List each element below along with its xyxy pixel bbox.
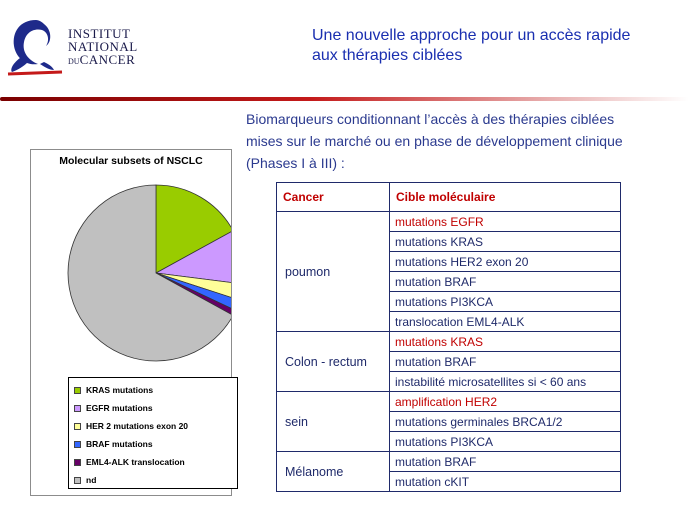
legend-swatch [74,423,81,430]
legend-swatch [74,405,81,412]
intro-line-3: (Phases I à III) : [246,155,345,171]
target-cell: mutations germinales BRCA1/2 [390,412,621,432]
chart-legend [68,377,238,489]
target-cell: mutation BRAF [390,272,621,292]
legend-item [74,381,237,399]
table-row [277,452,621,472]
target-cell: translocation EML4-ALK [390,312,621,332]
legend-label: KRAS mutations [86,385,154,395]
target-cell: mutation cKIT [390,472,621,492]
table-row [277,392,621,412]
intro-text [246,108,686,174]
cancer-cell: poumon [277,212,390,332]
header-target: Cible moléculaire [390,183,621,212]
slide-title [312,26,682,66]
target-cell: mutation BRAF [390,352,621,372]
logo-line-3: DUCANCER [68,52,136,67]
legend-label: EML4-ALK translocation [86,457,185,467]
legend-item [74,453,237,471]
legend-swatch [74,441,81,448]
legend-item [74,399,237,417]
header-cancer: Cancer [277,183,390,212]
pie-plot [31,150,231,375]
target-cell: mutations KRAS [390,332,621,352]
legend-swatch [74,459,81,466]
legend-label: HER 2 mutations exon 20 [86,421,189,431]
legend-item [74,417,237,435]
intro-line-1: Biomarqueurs conditionnant l’accès à des thérapies ciblées [246,111,615,127]
cancer-cell: Mélanome [277,452,390,492]
legend-label: nd [86,475,97,485]
logo-line-1: INSTITUT [68,26,131,41]
target-cell: mutations HER2 exon 20 [390,252,621,272]
institut-national-du-cancer-logo [6,14,136,76]
cancer-cell: Colon - rectum [277,332,390,392]
legend-item [74,471,237,489]
target-cell: mutations EGFR [390,212,621,232]
cancer-cell: sein [277,392,390,452]
table-header-row [277,183,621,212]
legend-label: BRAF mutations [86,439,153,449]
target-cell: mutations KRAS [390,232,621,252]
target-cell: mutations PI3KCA [390,432,621,452]
chart-title: Molecular subsets of NSCLC [59,155,203,167]
logo-wordmark [68,28,138,67]
nsclc-pie-chart [30,149,232,496]
target-cell: instabilité microsatellites si < 60 ans [390,372,621,392]
table-row [277,332,621,352]
logo-line-2: NATIONAL [68,39,138,54]
legend-swatch [74,477,81,484]
biomarker-table [276,182,621,492]
title-divider [0,97,689,101]
legend-item [74,435,237,453]
slide-title-line-1: Une nouvelle approche pour un accès rapide [312,27,631,44]
intro-line-2: mises sur le marché ou en phase de développement clinique [246,133,623,149]
slide-title-line-2: aux thérapies ciblées [312,47,463,64]
table-row [277,212,621,232]
target-cell: mutations PI3KCA [390,292,621,312]
logo-emblem-icon [6,14,66,76]
legend-swatch [74,387,81,394]
legend-label: EGFR mutations [86,403,153,413]
target-cell: mutation BRAF [390,452,621,472]
target-cell: amplification HER2 [390,392,621,412]
